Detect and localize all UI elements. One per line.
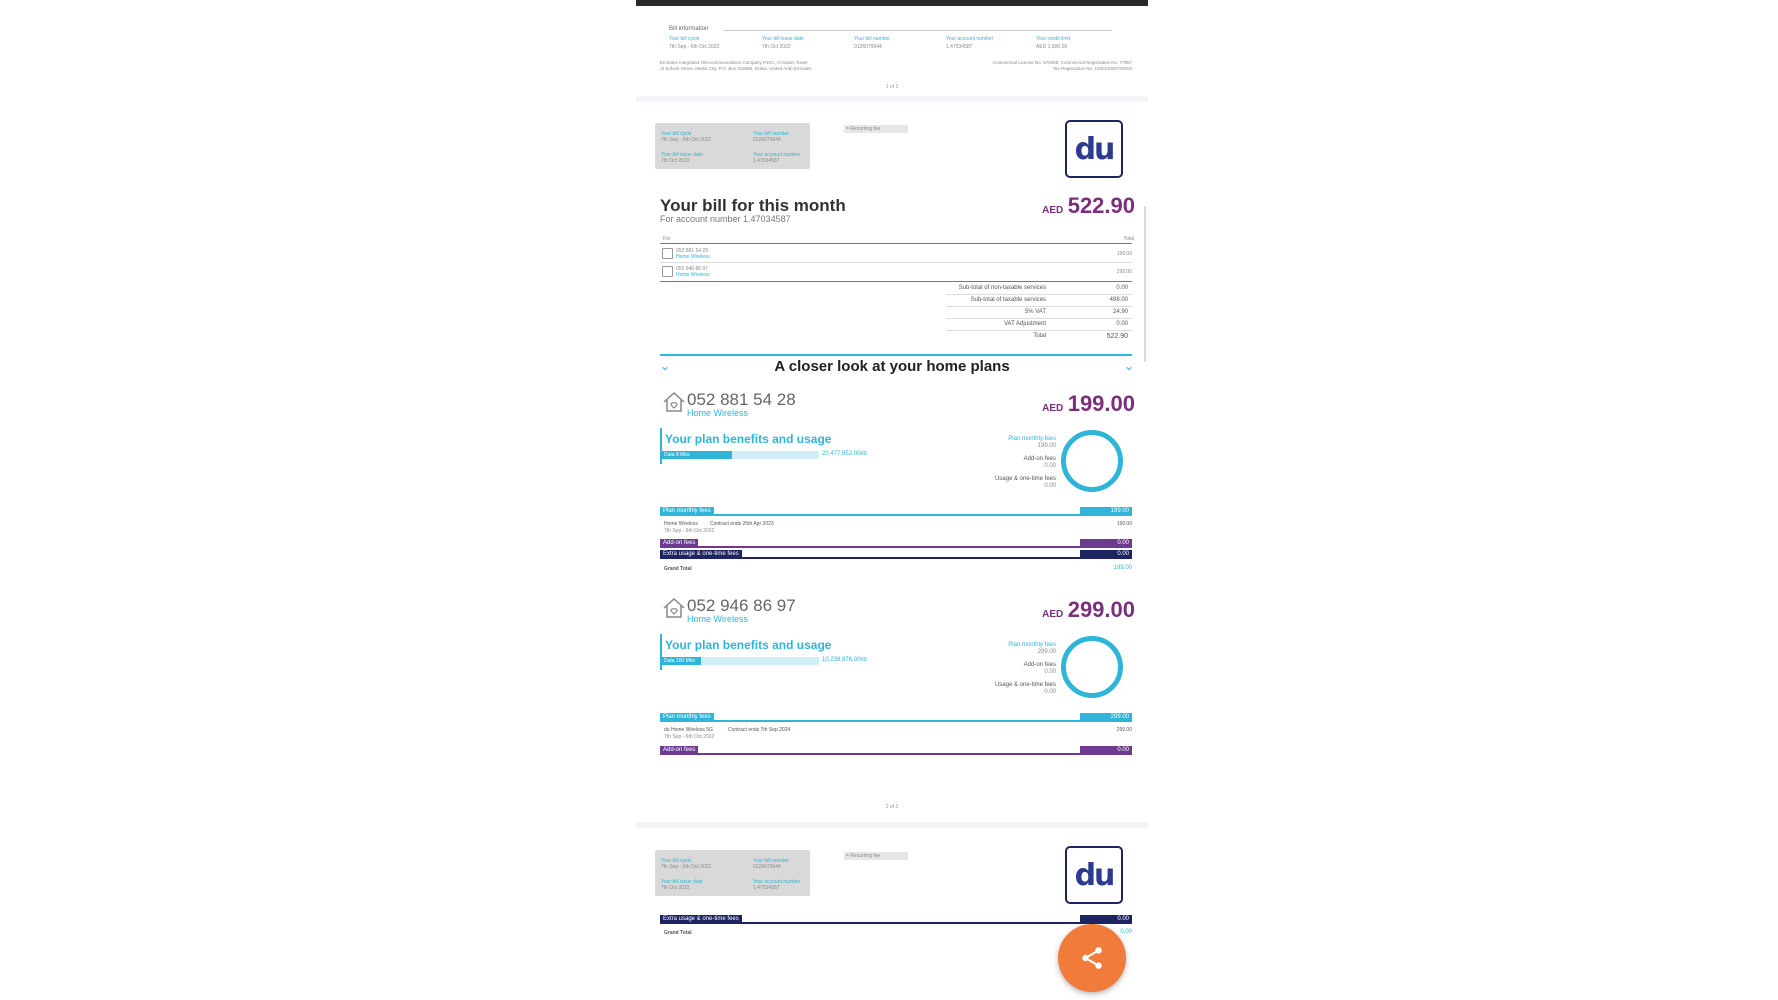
fee-label: Add-on fees	[1023, 662, 1056, 668]
plan-amount-value: 299.00	[1067, 597, 1135, 622]
plan-monthly-fees-band	[660, 507, 1132, 516]
band-line	[660, 753, 1132, 755]
summary-value: 0.00	[1116, 321, 1128, 327]
detail-period: 7th Sep - 6th Oct 2022	[664, 528, 715, 534]
line-number: 052 946 86 97	[676, 266, 708, 272]
fees-donut-chart	[1061, 636, 1123, 698]
bill-info-value: 7th Oct 2022	[762, 44, 791, 50]
fee-label: Plan monthly fees	[1008, 642, 1056, 648]
scrollbar-thumb[interactable]	[1144, 206, 1146, 362]
usage-value: 10,238,976.00kb	[822, 657, 867, 663]
bill-summary-card	[655, 850, 810, 896]
account-value: 1.47034587	[753, 158, 780, 164]
document-viewer[interactable]	[636, 0, 1148, 1000]
fee-value: 299.00	[1037, 649, 1056, 655]
house-icon	[662, 390, 686, 414]
band-label: Add-on fees	[660, 539, 698, 548]
usage-value: 20,477,952.00kb	[822, 451, 867, 457]
addon-fees-band	[660, 746, 1132, 755]
extra-usage-band	[660, 550, 1132, 559]
bill-number-label: Your bill number	[753, 858, 789, 864]
bill-info-label: Your bill issue date	[762, 36, 804, 42]
plan-monthly-fees-band	[660, 713, 1132, 722]
band-line	[660, 720, 1132, 722]
bill-number-value: 0126079644	[753, 864, 781, 870]
fee-label: Usage & one-time fees	[994, 682, 1056, 688]
house-icon	[662, 596, 686, 620]
band-label: Extra usage & one-time fees	[660, 915, 742, 924]
section-title: A closer look at your home plans	[774, 358, 1010, 375]
plan-amount	[1042, 391, 1135, 417]
divider	[660, 243, 1132, 244]
bill-number-value: 0126079644	[753, 137, 781, 143]
summary-label: Total	[1033, 333, 1046, 339]
usage-bar	[661, 657, 819, 665]
bill-subtitle: For account number 1.47034587	[660, 214, 791, 224]
logo-text: du	[1074, 131, 1114, 167]
band-line	[660, 514, 1132, 516]
col-total: Total	[1123, 236, 1134, 242]
band-line	[660, 546, 1132, 548]
house-icon	[662, 266, 673, 277]
summary-label: VAT Adjustment	[1003, 321, 1046, 327]
chevron-down-icon[interactable]: ⌄	[1123, 359, 1134, 373]
bill-info-label: Your account number	[946, 36, 994, 42]
fee-value: 0.00	[1044, 689, 1056, 695]
band-value: 0.00	[1080, 550, 1132, 559]
plan-amount	[1042, 597, 1135, 623]
fee-label: Usage & one-time fees	[994, 476, 1056, 482]
band-value: 299.00	[1080, 713, 1132, 722]
detail-period: 7th Sep - 6th Oct 2022	[664, 734, 715, 740]
benefits-title: Your plan benefits and usage	[665, 432, 832, 446]
detail-contract: Contract ends 26th Apr 2023	[710, 521, 774, 527]
cycle-label: Your bill cycle	[661, 858, 692, 864]
bill-info-value: AED 1,500.00	[1036, 44, 1068, 50]
du-logo	[1065, 846, 1123, 904]
page-indicator: 2 of 3	[885, 804, 899, 810]
line-plan: Home Wireless	[676, 254, 710, 260]
top-bar	[636, 0, 1148, 6]
house-icon	[662, 248, 673, 259]
band-label: Extra usage & one-time fees	[660, 550, 742, 559]
section-divider	[660, 354, 1132, 356]
band-line	[660, 922, 1132, 924]
summary-value: 522.90	[1106, 333, 1128, 340]
plan-type: Home Wireless	[687, 614, 749, 624]
band-value: 0.00	[1080, 915, 1132, 924]
plan-type: Home Wireless	[687, 408, 749, 418]
footer-address: Al Sufouh Street, Media City, P.O. Box 502666, Dubai, United Arab Emirates	[660, 66, 812, 71]
detail-name: du Home Wireless 5G	[664, 727, 713, 733]
footer-address: Emirates Integrated Telecommunications Company PJSC, Al Salam Tower	[660, 60, 808, 65]
cycle-value: 7th Sep - 6th Oct 2022	[661, 137, 712, 143]
summary-value: 0.00	[1116, 285, 1128, 291]
line-amount: 299.00	[1116, 269, 1132, 275]
bill-info-label: Your credit limit	[1036, 36, 1070, 42]
fees-donut-chart	[1061, 430, 1123, 492]
summary-total-row	[946, 330, 1132, 346]
usage-bar-label: Data 100 Mbs	[664, 658, 696, 664]
issue-date-value: 7th Oct 2022	[661, 885, 690, 891]
bill-info-value: 1.47034587	[946, 44, 973, 50]
total-amount: 522.90	[1067, 193, 1135, 218]
account-label: Your account number	[753, 152, 801, 158]
grand-total-value: 199.00	[1113, 565, 1132, 571]
issue-date-label: Your bill issue date	[661, 879, 703, 885]
fee-label: Add-on fees	[1023, 456, 1056, 462]
bill-info-label: Your bill cycle	[669, 36, 700, 42]
issue-date-label: Your bill issue date	[661, 152, 703, 158]
fee-value: 0.00	[1044, 483, 1056, 489]
band-label: Plan monthly fees	[660, 713, 714, 722]
band-value: 199.00	[1080, 507, 1132, 516]
addon-fees-band	[660, 539, 1132, 548]
page-separator	[636, 96, 1148, 102]
share-button[interactable]	[1058, 924, 1126, 992]
currency-label: AED	[1042, 403, 1064, 414]
fee-label: Plan monthly fees	[1008, 436, 1056, 442]
plan-amount-value: 199.00	[1067, 391, 1135, 416]
summary-value: 24.90	[1112, 309, 1128, 315]
detail-value: 199.00	[1116, 521, 1132, 527]
fee-value: 199.00	[1037, 443, 1056, 449]
footer-license: Tax Registration No. 100021093700003	[1052, 66, 1132, 71]
detail-name: Home Wireless	[664, 521, 698, 527]
extra-usage-band	[660, 915, 1132, 924]
cycle-label: Your bill cycle	[661, 131, 692, 137]
bill-title: Your bill for this month	[660, 196, 846, 215]
summary-label: Sub-total of taxable services	[970, 297, 1046, 303]
band-value: 0.00	[1080, 746, 1132, 755]
divider	[660, 262, 1132, 263]
plan-number: 052 881 54 28	[687, 390, 796, 409]
summary-label: 5% VAT	[1024, 309, 1046, 315]
band-value: 0.00	[1080, 539, 1132, 548]
bill-info-heading: Bill information	[669, 26, 709, 32]
chevron-down-icon[interactable]: ⌄	[660, 359, 671, 373]
band-line	[660, 557, 1132, 559]
logo-text: du	[1074, 857, 1114, 893]
currency-label: AED	[1042, 205, 1064, 216]
page-separator	[636, 822, 1148, 828]
currency-label: AED	[1042, 609, 1064, 620]
fee-value: 0.00	[1044, 669, 1056, 675]
bill-info-value: 0126079644	[854, 44, 882, 50]
band-label: Add-on fees	[660, 746, 698, 755]
bill-number-label: Your bill number	[753, 131, 789, 137]
bill-info-value: 7th Sep - 6th Oct 2022	[669, 44, 720, 50]
usage-bar	[661, 451, 819, 459]
recurring-fee-tag: = Recurring fee	[844, 125, 908, 133]
bill-total	[1042, 193, 1135, 219]
divider	[724, 30, 1112, 31]
issue-date-value: 7th Oct 2022	[661, 158, 690, 164]
detail-contract: Contract ends 7th Sep 2024	[728, 727, 791, 733]
band-label: Plan monthly fees	[660, 507, 714, 516]
share-icon	[1079, 945, 1105, 971]
page-indicator: 1 of 3	[885, 84, 899, 90]
detail-value: 299.00	[1116, 727, 1132, 733]
account-value: 1.47034587	[753, 885, 780, 891]
summary-label: Sub-total of non-taxable services	[958, 285, 1046, 291]
account-label: Your account number	[753, 879, 801, 885]
recurring-fee-tag: = Recurring fee	[844, 852, 908, 860]
grand-total-label: Grand Total	[664, 930, 692, 936]
bill-info-label: Your bill number	[854, 36, 890, 42]
cycle-value: 7th Sep - 6th Oct 2022	[661, 864, 712, 870]
line-number: 052 881 54 28	[676, 248, 708, 254]
grand-total-label: Grand Total	[664, 566, 692, 572]
summary-value: 498.00	[1109, 297, 1128, 303]
footer-license: Commercial License No. 578458, Commercial Registration No. 77967	[992, 60, 1132, 65]
benefits-title: Your plan benefits and usage	[665, 638, 832, 652]
plan-number: 052 946 86 97	[687, 596, 796, 615]
usage-bar-label: Data 8 Mbs	[664, 452, 690, 458]
line-amount: 199.00	[1116, 251, 1132, 257]
col-for: For	[663, 236, 671, 242]
du-logo	[1065, 120, 1123, 178]
line-plan: Home Wireless	[676, 272, 710, 278]
grand-total-value: 0.00	[1120, 929, 1132, 935]
bill-summary-card	[655, 123, 810, 169]
fee-value: 0.00	[1044, 463, 1056, 469]
